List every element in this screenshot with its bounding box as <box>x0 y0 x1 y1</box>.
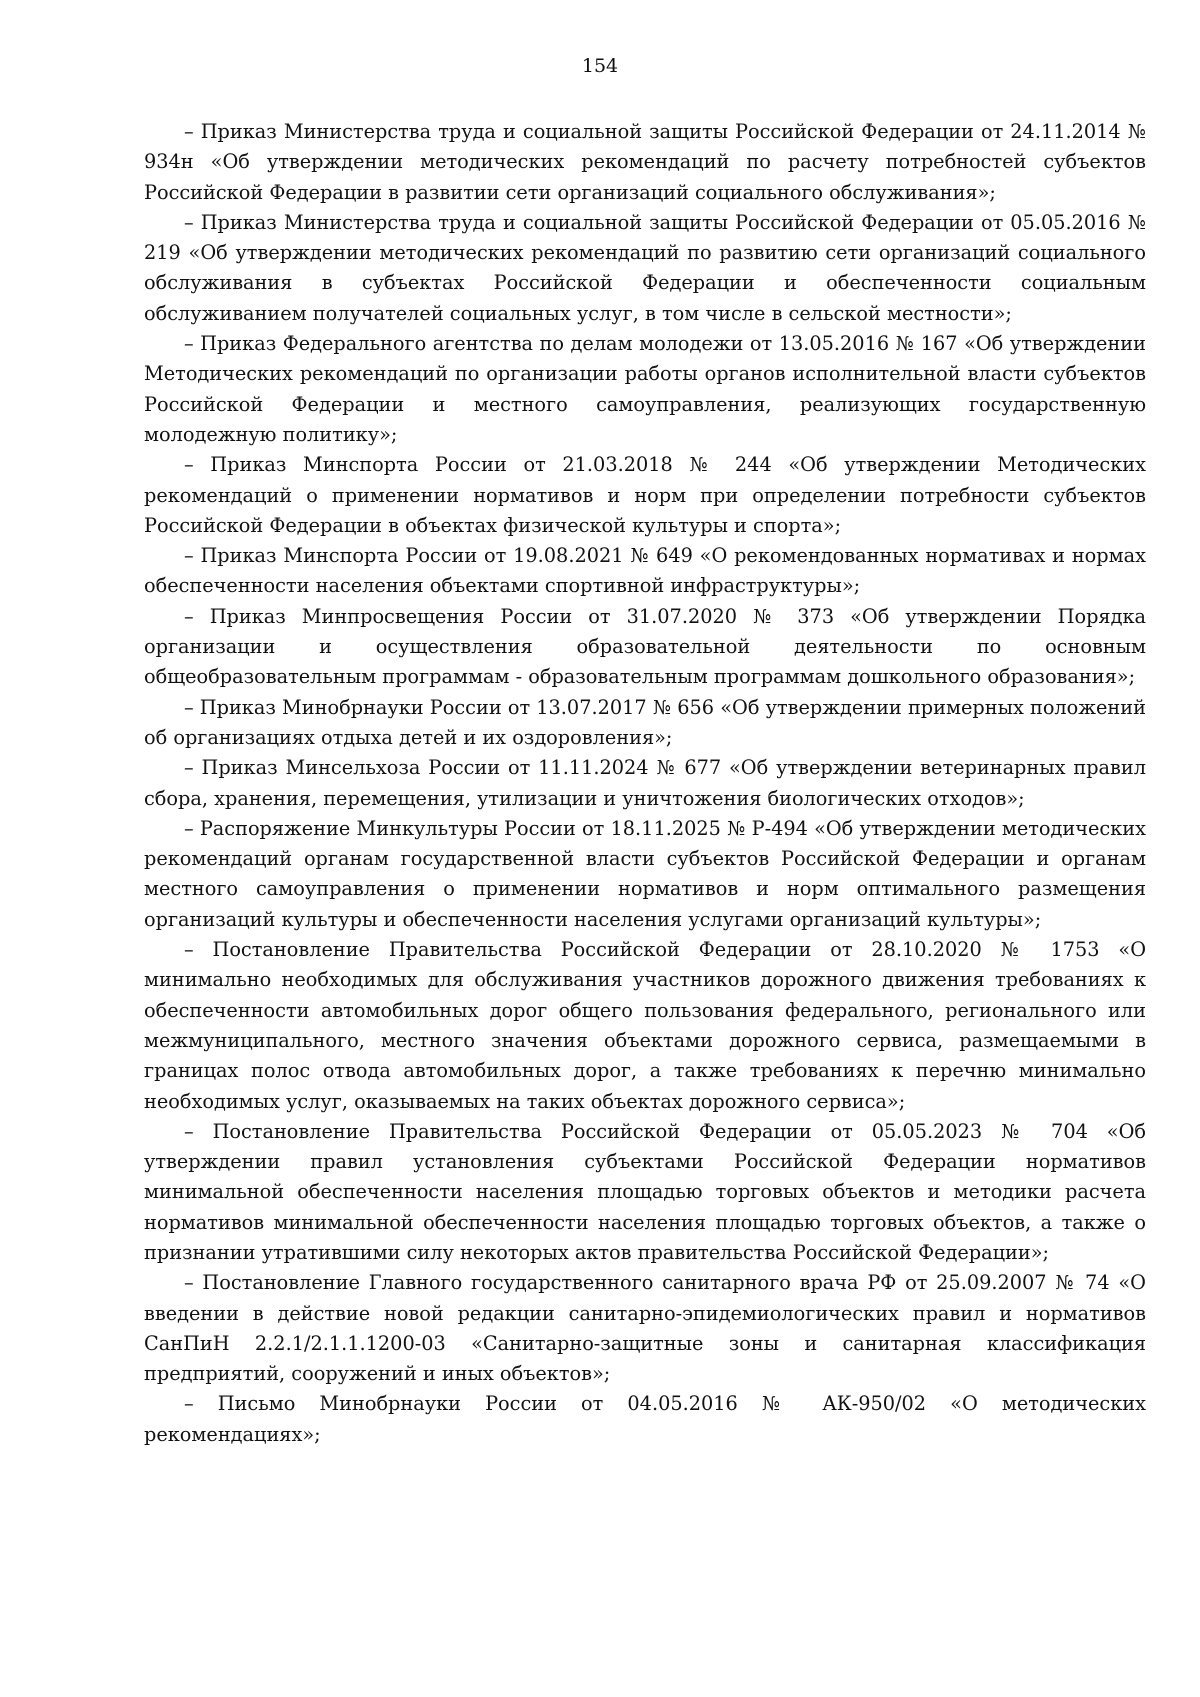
list-item: – Постановление Главного государственного санитарного врача РФ от 25.09.2007 № 74 «О введении в действие новой редакции санитарно-эпидемиологических правил и нормативов СанПиН 2.2.1/2.1.1.1200-03 «Санитарно-защитные зоны и санитарная классификация предприятий, сооружений и иных объектов»; <box>144 1271 1146 1386</box>
list-item: – Приказ Минобрнауки России от 13.07.2017 № 656 «Об утверждении примерных положений об организациях отдыха детей и их оздоровления»; <box>144 695 1146 749</box>
list-item: – Распоряжение Минкультуры России от 18.11.2025 № Р-494 «Об утверждении методических рекомендаций органам государственной власти субъектов Российской Федерации и органам местного самоуправления о применении нормативов и норм оптимального размещения организаций культуры и обеспеченности населения услугами организаций культуры»; <box>144 816 1146 931</box>
list-item: – Постановление Правительства Российской Федерации от 28.10.2020 № 1753 «О минимально необходимых для обслуживания участников дорожного движения требованиях к обеспеченности автомобильных дорог общего пользования федерального, регионального или межмуниципального, местного значения объектами дорожного сервиса, размещаемыми в границах полос отвода автомобильных дорог, а также требованиях к перечню минимально необходимых услуг, оказываемых на таких объектах дорожного сервиса»; <box>144 938 1146 1113</box>
list-item: – Приказ Министерства труда и социальной защиты Российской Федерации от 24.11.2014 № 934н «Об утверждении методических рекомендаций по расчету потребностей субъектов Российской Федерации в развитии сети организаций социального обслуживания»; <box>144 120 1146 204</box>
list-item: – Приказ Минпросвещения России от 31.07.2020 № 373 «Об утверждении Порядка организации и осуществления образовательной деятельности по основным общеобразовательным программам - образовательным программам дошкольного образования»; <box>144 604 1146 689</box>
list-item: – Приказ Минспорта России от 19.08.2021 № 649 «О рекомендованных нормативах и нормах обеспеченности населения объектами спортивной инфраструктуры»; <box>144 544 1146 598</box>
list-item: – Приказ Минсельхоза России от 11.11.2024 № 677 «Об утверждении ветеринарных правил сбора, хранения, перемещения, утилизации и уничтожения биологических отходов»; <box>144 756 1146 810</box>
document-body <box>144 117 1146 1450</box>
list-item: – Письмо Минобрнауки России от 04.05.2016 № АК-950/02 «О методических рекомендациях»; <box>144 1392 1146 1446</box>
list-item: – Приказ Министерства труда и социальной защиты Российской Федерации от 05.05.2016 № 219 «Об утверждении методических рекомендаций по развитию сети организаций социального обслуживания в субъектах Российской Федерации и обеспеченности социальным обслуживанием получателей социальных услуг, в том числе в сельской местности»; <box>144 210 1146 325</box>
list-item: – Приказ Минспорта России от 21.03.2018 № 244 «Об утверждении Методических рекомендаций о применении нормативов и норм при определении потребности субъектов Российской Федерации в объектах физической культуры и спорта»; <box>144 453 1146 537</box>
page-number: 154 <box>581 55 619 77</box>
list-item: – Постановление Правительства Российской Федерации от 05.05.2023 № 704 «Об утверждении правил установления субъектами Российской Федерации нормативов минимальной обеспеченности населения площадью торговых объектов и методики расчета нормативов минимальной обеспеченности населения площадью торговых объектов, а также о признании утратившими силу некоторых актов правительства Российской Федерации»; <box>144 1119 1146 1264</box>
list-item: – Приказ Федерального агентства по делам молодежи от 13.05.2016 № 167 «Об утверждении Методических рекомендаций по организации работы органов исполнительной власти субъектов Российской Федерации и местного самоуправления, реализующих государственную молодежную политику»; <box>144 332 1146 446</box>
